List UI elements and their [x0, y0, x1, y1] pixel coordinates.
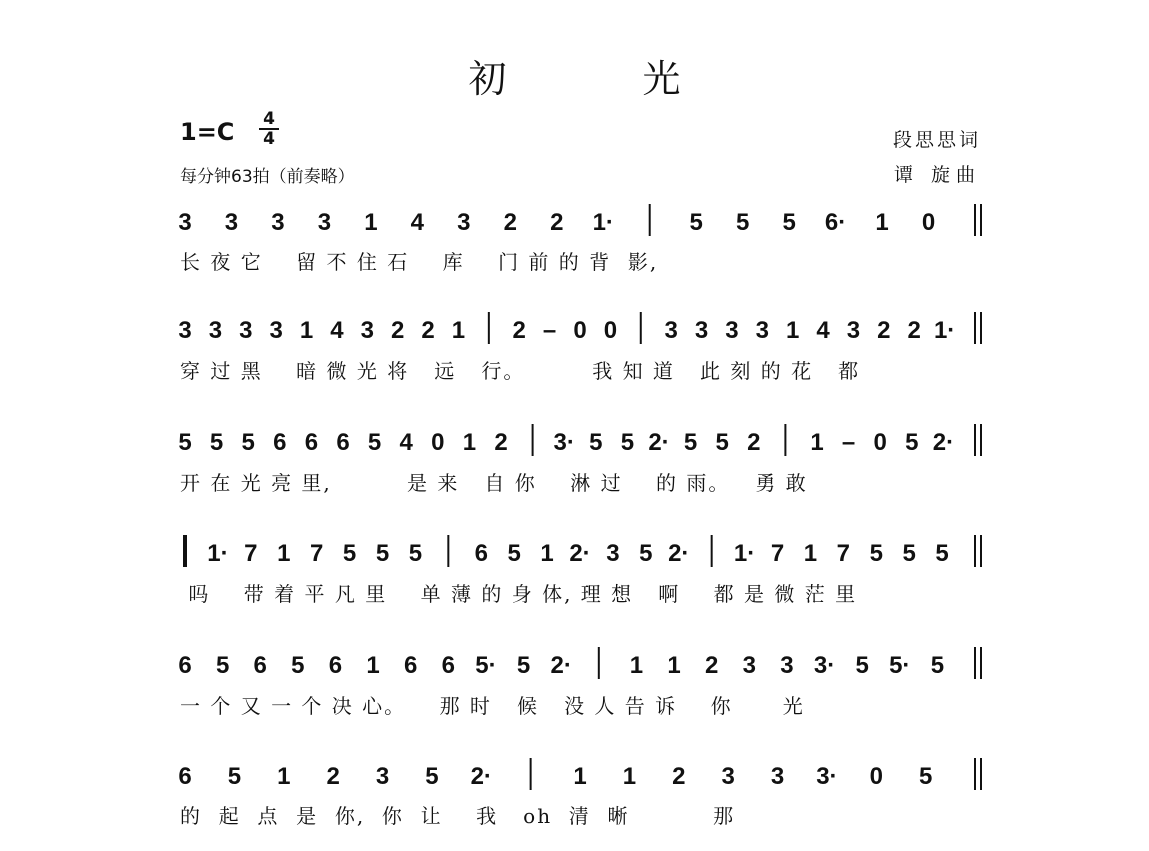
note: 5: [375, 540, 390, 567]
note: 2: [494, 429, 508, 456]
note: 1·: [592, 209, 614, 236]
note: 3: [224, 209, 239, 236]
note: 3: [360, 317, 374, 344]
lyric-line-6: 的 起 点 是 你, 你 让 我 oh 清 晰 那: [180, 804, 736, 828]
lyric-line-4: 吗 带 着 平 凡 里 单 薄 的 身 体, 理 想 啊 都 是 微 茫 里: [180, 582, 858, 606]
composer-credit: 谭 旋曲: [893, 164, 981, 186]
note: 1: [277, 763, 291, 790]
note: 5: [869, 540, 883, 567]
note: 6·: [824, 209, 847, 236]
note: 1: [622, 763, 637, 790]
note: 3·: [816, 763, 838, 790]
note: 1: [803, 540, 818, 567]
lyric-line-3: 开 在 光 亮 里, 是 来 自 你 淋 过 的 雨。 勇 敢: [180, 471, 808, 495]
note: 2: [503, 209, 517, 236]
note: 3: [208, 317, 223, 344]
note: 1·: [733, 540, 756, 567]
note: 7: [770, 540, 785, 567]
note: 6: [328, 652, 343, 679]
note: 5: [855, 652, 869, 679]
note: 2: [672, 763, 686, 790]
note: 2: [326, 763, 340, 790]
note: 3: [457, 209, 471, 236]
note: 0: [921, 209, 936, 236]
note: 3: [721, 763, 735, 790]
note: 5: [905, 429, 919, 456]
note: 1: [786, 317, 800, 344]
note: 1: [364, 209, 378, 236]
note: 6: [304, 429, 319, 456]
note: 2·: [470, 763, 492, 790]
note: 3: [606, 540, 620, 567]
note: 2: [550, 209, 564, 236]
note: 7: [836, 540, 851, 567]
note: 2·: [550, 652, 572, 679]
note: 5: [291, 652, 305, 679]
note: 5·: [889, 652, 911, 679]
note: 5: [639, 540, 653, 567]
note: 6: [441, 652, 456, 679]
note: 1: [366, 652, 380, 679]
note: 5: [227, 763, 242, 790]
note: 3: [725, 317, 739, 344]
note: 5: [735, 209, 750, 236]
note: 3: [375, 763, 390, 790]
note: 3: [178, 209, 192, 236]
note: 5: [215, 652, 230, 679]
sustain-dash: –: [542, 317, 557, 344]
note: 3: [780, 652, 794, 679]
sustain-dash: –: [841, 429, 856, 456]
note: 3: [664, 317, 678, 344]
note: 5: [209, 429, 224, 456]
key-signature: 1=C: [180, 118, 235, 146]
note: 4: [399, 429, 413, 456]
note: 2: [512, 317, 526, 344]
note: 3·: [553, 429, 575, 456]
note: 3: [271, 209, 285, 236]
note: 3: [178, 317, 192, 344]
note: 5: [782, 209, 796, 236]
note: 6: [474, 540, 488, 567]
note: 5: [620, 429, 635, 456]
note: 3·: [813, 652, 836, 679]
time-signature-bottom: 4: [263, 129, 275, 149]
note: 2: [391, 317, 405, 344]
note: 5: [425, 763, 439, 790]
note: 3: [239, 317, 253, 344]
note: 2: [907, 317, 921, 344]
note: 1: [810, 429, 824, 456]
tempo-marking: 每分钟63拍（前奏略）: [180, 167, 355, 187]
note: 7: [244, 540, 258, 567]
note: 7: [309, 540, 324, 567]
lyric-line-1: 长 夜 它 留 不 住 石 库 门 前 的 背 影,: [180, 250, 659, 274]
note: 1·: [933, 317, 956, 344]
note: 5: [715, 429, 729, 456]
note: 5: [689, 209, 703, 236]
note: 6: [273, 429, 287, 456]
note: 5: [241, 429, 255, 456]
note: 1: [875, 209, 889, 236]
note: 6: [253, 652, 267, 679]
note: 6: [404, 652, 418, 679]
note: 1: [667, 652, 681, 679]
note: 6: [178, 652, 192, 679]
note: 5: [930, 652, 945, 679]
note: 3: [755, 317, 769, 344]
note: 5: [902, 540, 916, 567]
lyric-line-5: 一 个 又 一 个 决 心。 那 时 候 没 人 告 诉 你 光: [180, 694, 805, 718]
note: 6: [178, 763, 192, 790]
note: 1: [629, 652, 644, 679]
note: 5: [516, 652, 531, 679]
note: 1: [573, 763, 587, 790]
note: 0: [573, 317, 587, 344]
note: 3: [269, 317, 283, 344]
note: 5: [408, 540, 423, 567]
note: 1·: [207, 540, 229, 567]
note: 5: [507, 540, 521, 567]
note: 2: [421, 317, 435, 344]
note: 2·: [668, 540, 690, 567]
note: 1: [451, 317, 466, 344]
note: 3: [770, 763, 785, 790]
note: 6: [336, 429, 350, 456]
note: 5: [935, 540, 949, 567]
note: 4: [410, 209, 425, 236]
note: 3: [846, 317, 861, 344]
note: 2·: [932, 429, 955, 456]
note: 2: [877, 317, 891, 344]
note: 3: [317, 209, 332, 236]
note: 1: [462, 429, 477, 456]
note: 0: [869, 763, 883, 790]
note: 1: [540, 540, 554, 567]
lyric-line-2: 穿 过 黑 暗 微 光 将 远 行。 我 知 道 此 刻 的 花 都: [180, 359, 861, 383]
note: 1: [277, 540, 291, 567]
note: 5·: [475, 652, 497, 679]
note: 1: [299, 317, 314, 344]
note: 4: [816, 317, 830, 344]
note: 0: [873, 429, 887, 456]
note: 4: [330, 317, 344, 344]
time-signature-top: 4: [263, 109, 275, 129]
note: 5: [178, 429, 192, 456]
note: 2: [704, 652, 719, 679]
note: 0: [603, 317, 618, 344]
note: 5: [683, 429, 698, 456]
page-title: 初 光: [468, 57, 743, 101]
note: 5: [918, 763, 933, 790]
note: 2·: [648, 429, 670, 456]
note: 5: [367, 429, 382, 456]
note: 2·: [569, 540, 591, 567]
note: 0: [431, 429, 445, 456]
note: 5: [589, 429, 603, 456]
lyricist-credit: 段思思词: [892, 129, 981, 151]
note: 3: [694, 317, 709, 344]
note: 3: [742, 652, 756, 679]
note: 2: [747, 429, 761, 456]
note: 5: [342, 540, 357, 567]
